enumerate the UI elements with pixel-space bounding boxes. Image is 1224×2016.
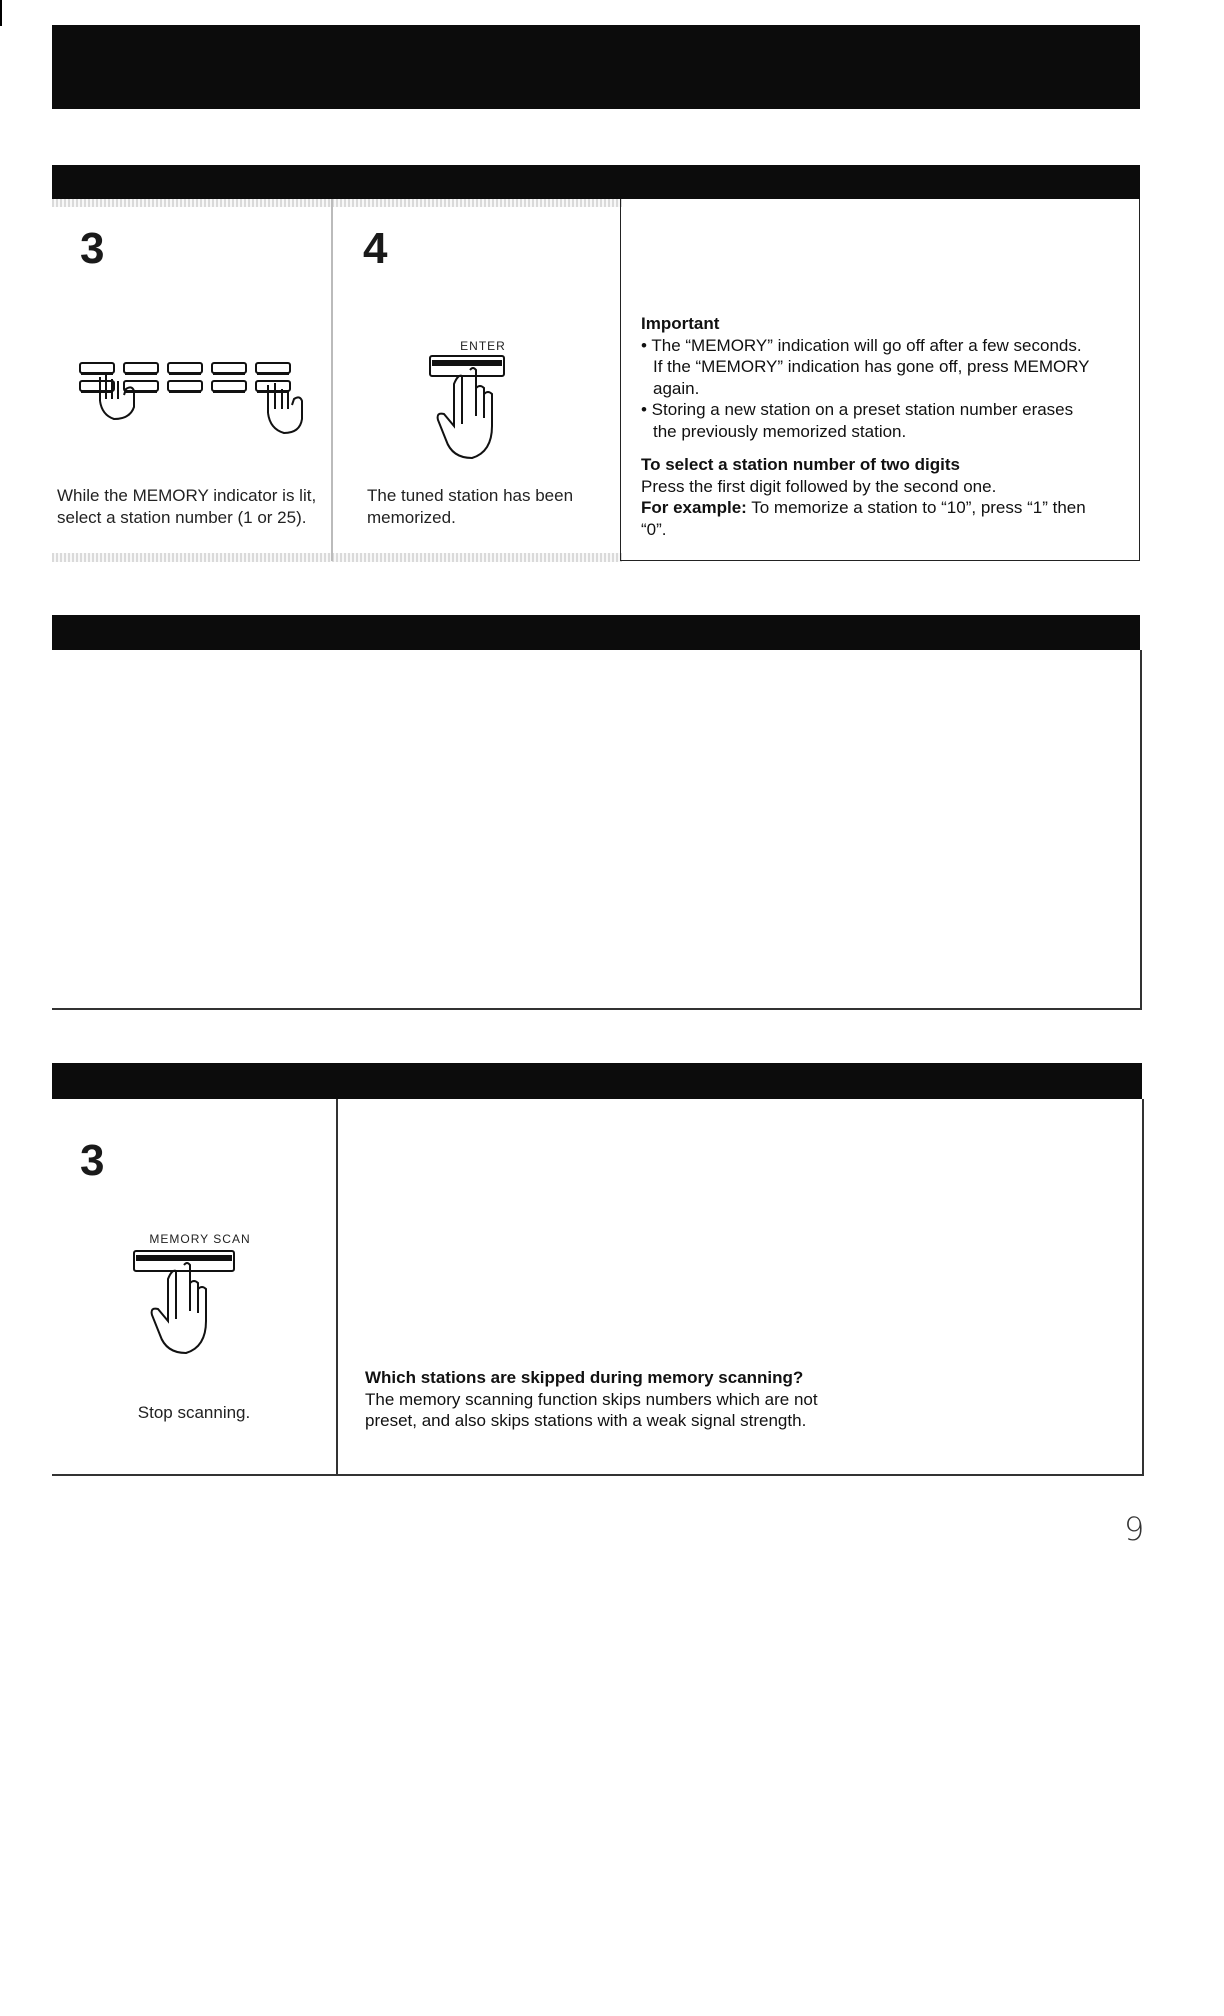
step-number: 3 (80, 224, 105, 273)
middle-section-bottom-rule (52, 1008, 1142, 1010)
note-line: again. (653, 378, 700, 398)
step-caption-line: select a station number (1 or 25). (57, 508, 307, 527)
scan-notes-heading: Which stations are skipped during memory scanning? (365, 1368, 804, 1387)
memory-step-4 (333, 199, 621, 561)
example-line (641, 497, 1136, 519)
memory-step-3 (52, 199, 332, 561)
enter-button-label: ENTER (460, 339, 506, 353)
memory-notes-box (620, 199, 1140, 561)
middle-section-header-bar (52, 615, 1140, 650)
scan-divider (336, 1099, 338, 1475)
note-line: If the “MEMORY” indication has gone off, press MEMORY (653, 357, 1090, 376)
note-line: • Storing a new station on a preset station number erases (641, 400, 1074, 419)
step-number: 4 (363, 224, 388, 273)
scan-notes (365, 1367, 1125, 1432)
scan-section-header-bar (52, 1063, 1142, 1099)
note-line: the previously memorized station. (653, 421, 907, 441)
note-line: • The “MEMORY” indication will go off after a few seconds. (641, 335, 1082, 355)
page-number: 9 (1124, 1510, 1145, 1548)
step-number: 3 (80, 1136, 105, 1185)
step-caption-line: The tuned station has been (367, 486, 574, 505)
note-line: The memory scanning function skips numbers which are not (365, 1389, 818, 1409)
example-text: To memorize a station to “10”, press “1” then (746, 498, 1086, 517)
step-caption-line: memorized. (367, 508, 456, 527)
step-caption: Stop scanning. (137, 1403, 251, 1422)
note-line: “0”. (641, 519, 667, 539)
step-caption-line: While the MEMORY indicator is lit, (57, 486, 317, 505)
step-caption (57, 485, 347, 529)
page-edge-mark (0, 0, 2, 26)
memory-section-header-bar (52, 165, 1140, 199)
memory-scan-button-press-illustration (132, 1249, 242, 1369)
scan-step-3 (52, 1099, 336, 1475)
note-line: Press the first digit followed by the second one. (641, 476, 997, 496)
middle-section-right-rule (1140, 650, 1142, 1009)
two-digit-heading: To select a station number of two digits (641, 455, 960, 474)
important-heading: Important (641, 314, 720, 333)
example-label: For example: (641, 498, 747, 517)
scan-bottom-rule (52, 1474, 1144, 1476)
step-caption (367, 485, 617, 529)
memory-notes (641, 313, 1136, 540)
page-header-bar (52, 25, 1140, 109)
memory-scan-button-label: MEMORY SCAN (149, 1232, 251, 1246)
scan-right-rule (1142, 1099, 1144, 1475)
enter-button-press-illustration (428, 354, 538, 474)
preset-number-buttons-illustration (78, 349, 338, 459)
note-line: preset, and also skips stations with a weak signal strength. (365, 1411, 807, 1430)
